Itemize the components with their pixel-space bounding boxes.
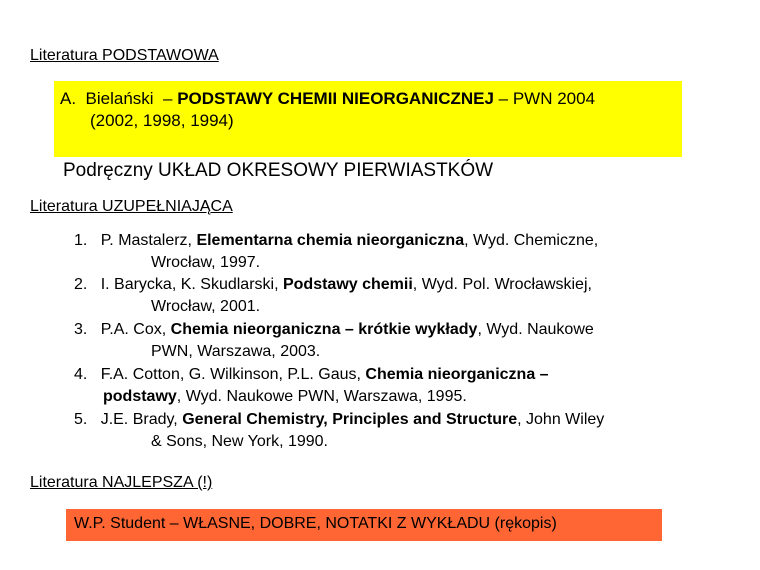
best-literature-note: W.P. Student – WŁASNE, DOBRE, NOTATKI Z WYKŁADU (rękopis)	[74, 515, 557, 532]
list-item-number: 5.	[74, 411, 88, 428]
list-item-authors: P. Mastalerz,	[100, 232, 197, 249]
list-item-authors: F.A. Cotton, G. Wilkinson, P.L. Gaus,	[100, 366, 366, 383]
basic-reference-dash: –	[158, 89, 178, 108]
basic-reference-line	[60, 89, 595, 109]
basic-reference-title: PODSTAWY CHEMII NIEORGANICZNEJ	[177, 89, 494, 108]
list-item-authors: I. Barycka, K. Skudlarski,	[100, 276, 283, 293]
list-item-title-continuation: podstawy	[103, 388, 177, 405]
list-item-continuation	[103, 388, 467, 406]
list-item-publisher: , Wyd. Chemiczne,	[464, 232, 599, 249]
list-item-authors: J.E. Brady,	[100, 411, 183, 428]
best-literature-highlight	[66, 509, 662, 541]
basic-reference-publisher: – PWN 2004	[493, 89, 596, 108]
supplementary-literature-heading: Literatura UZUPEŁNIAJĄCA	[30, 198, 233, 215]
basic-reference-author: Bielański	[85, 89, 154, 108]
list-item	[74, 366, 549, 384]
list-item-number: 1.	[74, 232, 88, 249]
list-item-publisher: , Wyd. Pol. Wrocławskiej,	[412, 276, 592, 293]
basic-literature-highlight	[54, 81, 682, 157]
list-item-authors: P.A. Cox,	[100, 321, 171, 338]
list-item	[74, 411, 604, 429]
basic-reference-marker: A.	[60, 89, 77, 108]
list-item-number: 2.	[74, 276, 88, 293]
list-item-title: General Chemistry, Principles and Structure	[182, 411, 518, 428]
list-item-number: 4.	[74, 366, 88, 383]
basic-literature-heading: Literatura PODSTAWOWA	[30, 47, 219, 64]
list-item-continuation: PWN, Warszawa, 2003.	[151, 343, 321, 360]
basic-reference-editions: (2002, 1998, 1994)	[90, 111, 234, 130]
list-item	[74, 321, 594, 339]
list-item-title: Chemia nieorganiczna – krótkie wykłady	[170, 321, 478, 338]
list-item-continuation: & Sons, New York, 1990.	[151, 433, 328, 450]
list-item-publisher: , Wyd. Naukowe	[477, 321, 594, 338]
list-item-continuation: Wrocław, 1997.	[151, 254, 261, 271]
list-item-continuation: Wrocław, 2001.	[151, 298, 261, 315]
list-item-title: Elementarna chemia nieorganiczna	[196, 232, 465, 249]
best-literature-heading: Literatura NAJLEPSZA (!)	[30, 474, 213, 491]
list-item-publisher: , John Wiley	[517, 411, 605, 428]
periodic-table-note: Podręczny UKŁAD OKRESOWY PIERWIASTKÓW	[63, 160, 494, 181]
list-item-publisher: , Wyd. Naukowe PWN, Warszawa, 1995.	[176, 388, 467, 405]
list-item	[74, 232, 598, 250]
list-item	[74, 276, 592, 294]
list-item-title: Podstawy chemii	[282, 276, 413, 293]
list-item-number: 3.	[74, 321, 88, 338]
list-item-title: Chemia nieorganiczna –	[365, 366, 549, 383]
